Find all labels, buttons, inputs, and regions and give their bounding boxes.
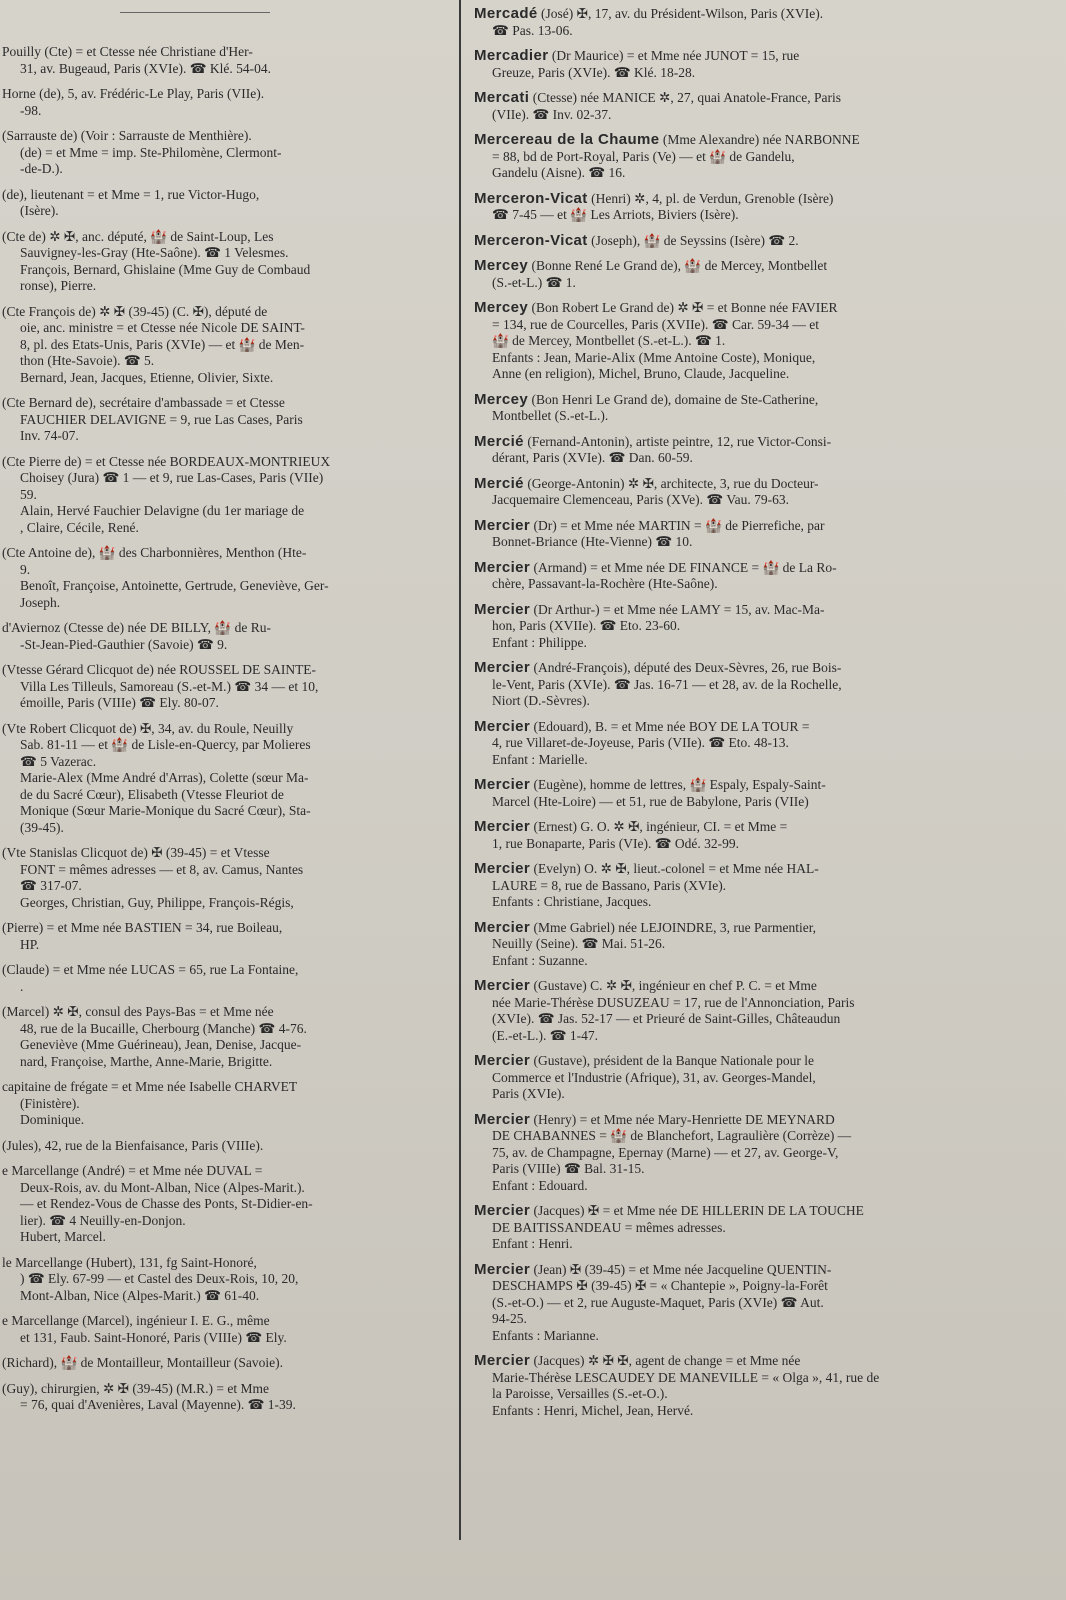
entry-text: (Fernand-Antonin), artiste peintre, 12, rue Victor-Consi-	[523, 433, 832, 449]
entry-line	[474, 476, 1026, 493]
entry-line	[474, 777, 1026, 794]
entry-name: Mercier	[474, 1352, 531, 1369]
entry-line: (Marcel) ✲ ✠, consul des Pays-Bas = et Mme née	[2, 1004, 274, 1019]
entry-line: HP.	[20, 936, 40, 952]
entry-line: (Cte Pierre de) = et Ctesse née BORDEAUX-MONTRIEUX	[2, 453, 331, 469]
entry-line: Montbellet (S.-et-L.).	[492, 408, 609, 423]
entry-line: (Cte de) ✲ ✠, anc. député, 🏰 de Saint-Loup, Les	[2, 228, 274, 244]
entry-line: 94-25.	[492, 1311, 527, 1326]
entry-line: DE BAITISSANDEAU = mêmes adresses.	[492, 1219, 726, 1235]
directory-entry	[2, 229, 448, 295]
directory-entry	[474, 90, 1026, 123]
directory-entry	[474, 819, 1026, 852]
entry-line: Alain, Hervé Fauchier Delavigne (du 1er mariage de	[20, 503, 305, 518]
entry-line: la Paroisse, Versailles (S.-et-O.).	[492, 1386, 668, 1401]
directory-entry	[474, 191, 1026, 224]
directory-entry	[2, 86, 448, 119]
entry-line	[474, 191, 1026, 208]
entry-text: (Henri) ✲, 4, pl. de Verdun, Grenoble (Isère)	[587, 190, 834, 206]
entry-line: Paris (XVIe).	[492, 1086, 565, 1101]
entry-line: (XVIe). ☎ Jas. 52-17 — et Prieuré de Saint-Gilles, Châteaudun	[492, 1011, 841, 1026]
entry-name: Mercier	[474, 818, 531, 835]
directory-entry	[2, 1255, 448, 1305]
entry-line: Geneviève (Mme Guérineau), Jean, Denise, Jacque-	[20, 1037, 302, 1052]
entry-line: (E.-et-L.). ☎ 1-47.	[492, 1027, 599, 1043]
entry-line: (Cte François de) ✲ ✠ (39-45) (C. ✠), député de	[2, 303, 268, 319]
entry-name: Mercey	[474, 299, 529, 316]
entry-line: Niort (D.-Sèvres).	[492, 693, 590, 708]
entry-line: Gandelu (Aisne). ☎ 16.	[492, 165, 626, 180]
directory-entry	[474, 660, 1026, 710]
entry-name: Mercey	[474, 390, 529, 408]
entry-text: (Ctesse) née MANICE ✲, 27, quai Anatole-France, Paris	[529, 90, 841, 105]
entry-line	[474, 300, 1026, 317]
entry-line	[474, 6, 1026, 23]
directory-entry	[474, 602, 1026, 652]
entry-line	[474, 1353, 1026, 1370]
directory-entry	[2, 1163, 448, 1246]
entry-name: Mercati	[474, 89, 530, 106]
entry-line: 75, av. de Champagne, Epernay (Marne) — et 27, av. George-V,	[492, 1144, 839, 1160]
entry-line: capitaine de frégate = et Mme née Isabelle CHARVET	[2, 1079, 298, 1094]
entry-line: Pouilly (Cte) = et Ctesse née Christiane d'Her-	[2, 44, 253, 59]
entry-line: oie, anc. ministre = et Ctesse née Nicole DE SAINT-	[20, 320, 305, 335]
entry-line: (S.-et-L.) ☎ 1.	[492, 274, 576, 290]
entry-text: (Jean) ✠ (39-45) = et Mme née Jacqueline QUENTIN-	[530, 1261, 832, 1277]
entry-line	[474, 978, 1026, 995]
entry-line: (Vte Robert Clicquot de) ✠, 34, av. du Roule, Neuilly	[2, 720, 294, 736]
entry-name: Mercier	[474, 600, 531, 618]
directory-entry	[474, 560, 1026, 593]
directory-entry	[474, 258, 1026, 291]
entry-line	[474, 560, 1026, 577]
entry-line	[474, 1203, 1026, 1220]
directory-entry	[474, 233, 1026, 250]
entry-text: (George-Antonin) ✲ ✠, architecte, 3, rue du Docteur-	[523, 475, 819, 491]
entry-line: émoille, Paris (VIIIe) ☎ Ely. 80-07.	[20, 695, 219, 710]
entry-line: = 88, bd de Port-Royal, Paris (Ve) — et 🏰 de Gandelu,	[492, 148, 795, 164]
entry-line: e Marcellange (André) = et Mme née DUVAL =	[2, 1163, 263, 1178]
directory-entry	[474, 1203, 1026, 1253]
entry-line: 4, rue Villaret-de-Joyeuse, Paris (VIIe). ☎ Eto. 48-13.	[492, 735, 789, 750]
entry-text: (Armand) = et Mme née DE FINANCE = 🏰 de La Ro-	[530, 559, 837, 575]
directory-entry	[474, 518, 1026, 551]
entry-line: Marie-Thérèse LESCAUDEY DE MANEVILLE = « Olga », 41, rue de	[492, 1369, 880, 1385]
entry-line: (Vtesse Gérard Clicquot de) née ROUSSEL DE SAINTE-	[2, 662, 317, 677]
entry-line: Enfants : Jean, Marie-Alix (Mme Antoine Coste), Monique,	[492, 349, 816, 365]
entry-line	[474, 920, 1026, 937]
entry-line	[474, 233, 1026, 250]
entry-line: 9.	[20, 561, 31, 577]
directory-entry	[474, 978, 1026, 1044]
entry-text: (Ernest) G. O. ✲ ✠, ingénieur, CI. = et Mme =	[530, 819, 788, 834]
entry-name: Mercereau de la Chaume	[474, 131, 660, 148]
entry-line: Sab. 81-11 — et 🏰 de Lisle-en-Quercy, par Molieres	[20, 737, 311, 752]
entry-name: Mercey	[474, 257, 529, 274]
entry-line: ) ☎ Ely. 67-99 — et Castel des Deux-Rois, 10, 20,	[20, 1271, 299, 1286]
entry-line	[474, 258, 1026, 275]
entry-line: Enfant : Edouard.	[492, 1177, 588, 1193]
directory-entry	[2, 1381, 448, 1414]
entry-line: Enfants : Marianne.	[492, 1327, 599, 1343]
directory-entry	[474, 1112, 1026, 1195]
directory-entry	[2, 1138, 448, 1155]
entry-line: FONT = mêmes adresses — et 8, av. Camus, Nantes	[20, 861, 304, 877]
entry-text: (Bon Henri Le Grand de), domaine de Ste-Catherine,	[528, 391, 819, 407]
entry-text: (André-François), député des Deux-Sèvres, 26, rue Bois-	[530, 660, 842, 675]
entry-line: Benoît, Françoise, Antoinette, Gertrude, Geneviève, Ger-	[20, 578, 329, 593]
entry-line: 🏰 de Mercey, Montbellet (S.-et-L.). ☎ 1.	[492, 333, 726, 348]
entry-line: (Sarrauste de) (Voir : Sarrauste de Menthière).	[2, 128, 252, 143]
entry-line	[474, 719, 1026, 736]
entry-line: de du Sacré Cœur), Elisabeth (Vtesse Fleuriot de	[20, 786, 284, 802]
entry-line	[474, 861, 1026, 878]
entry-name: Mercier	[474, 558, 531, 576]
directory-entry	[474, 861, 1026, 911]
directory-entry	[2, 620, 448, 653]
entry-line: DE CHABANNES = 🏰 de Blanchefort, Lagraulière (Corrèze) —	[492, 1128, 852, 1143]
entry-line: Jacquemaire Clemenceau, Paris (XVe). ☎ Vau. 79-63.	[492, 492, 789, 507]
entry-line: d'Aviernoz (Ctesse de) née DE BILLY, 🏰 de Ru-	[2, 620, 271, 635]
column-divider	[459, 0, 461, 1540]
entry-line: ronse), Pierre.	[20, 278, 97, 293]
entry-name: Mercié	[474, 432, 524, 450]
entry-line: e Marcellange (Marcel), ingénieur I. E. G., même	[2, 1313, 270, 1328]
entry-line: Anne (en religion), Michel, Bruno, Claude, Jacqueline.	[492, 366, 790, 381]
entry-line: — et Rendez-Vous de Chasse des Ponts, St-Didier-en-	[20, 1196, 313, 1211]
directory-entry	[2, 454, 448, 537]
entry-line	[474, 132, 1026, 149]
entry-line: (Finistère).	[20, 1095, 80, 1111]
entry-line: (Richard), 🏰 de Montailleur, Montailleur (Savoie).	[2, 1355, 283, 1370]
directory-entry	[2, 1079, 448, 1129]
entry-name: Mercier	[474, 659, 531, 676]
entry-line: Mont-Alban, Nice (Alpes-Marit.) ☎ 61-40.	[20, 1287, 260, 1303]
entry-line	[474, 90, 1026, 107]
entry-line	[474, 518, 1026, 535]
entry-line	[474, 48, 1026, 65]
entry-text: (Bon Robert Le Grand de) ✲ ✠ = et Bonne née FAVIER	[528, 300, 838, 315]
entry-line	[474, 819, 1026, 836]
entry-name: Merceron-Vicat	[474, 189, 588, 207]
entry-text: (Dr Maurice) = et Mme née JUNOT = 15, rue	[548, 48, 800, 63]
entry-text: (Mme Gabriel) née LEJOINDRE, 3, rue Parmentier,	[530, 919, 817, 935]
entry-name: Mercier	[474, 860, 531, 877]
entry-text: (Gustave), président de la Banque Nationale pour le	[530, 1053, 814, 1068]
entry-line: Joseph.	[20, 594, 61, 610]
entry-text: (Jacques) ✲ ✠ ✠, agent de change = et Mme née	[530, 1353, 801, 1368]
directory-entry	[2, 44, 448, 77]
entry-text: (Mme Alexandre) née NARBONNE	[659, 132, 860, 147]
entry-text: (Gustave) C. ✲ ✠, ingénieur en chef P. C. = et Mme	[530, 978, 817, 993]
entry-line	[474, 1262, 1026, 1279]
entry-line: 48, rue de la Bucaille, Cherbourg (Manche) ☎ 4-76.	[20, 1020, 307, 1036]
entry-name: Mercier	[474, 1202, 531, 1219]
entry-text: (Bonne René Le Grand de), 🏰 de Mercey, Montbellet	[528, 258, 828, 273]
entry-line: 31, av. Bugeaud, Paris (XVIe). ☎ Klé. 54-04.	[20, 60, 272, 76]
entry-line	[474, 1053, 1026, 1070]
directory-entry	[474, 920, 1026, 970]
entry-name: Mercié	[474, 474, 524, 492]
directory-entry	[2, 545, 448, 611]
entry-text: (Edouard), B. = et Mme née BOY DE LA TOUR =	[530, 718, 810, 734]
directory-entry	[2, 662, 448, 712]
entry-line: Horne (de), 5, av. Frédéric-Le Play, Paris (VIIe).	[2, 86, 265, 101]
entry-line: (Vte Stanislas Clicquot de) ✠ (39-45) = et Vtesse	[2, 845, 270, 860]
entry-text: (Dr) = et Mme née MARTIN = 🏰 de Pierrefiche, par	[530, 517, 825, 533]
entry-line: 59.	[20, 486, 37, 502]
entry-line: hon, Paris (XVIIe). ☎ Eto. 23-60.	[492, 618, 681, 633]
entry-text: (Dr Arthur-) = et Mme née LAMY = 15, av. Mac-Ma-	[530, 601, 825, 617]
entry-line: lier). ☎ 4 Neuilly-en-Donjon.	[20, 1212, 186, 1228]
directory-entry	[474, 777, 1026, 810]
directory-entry	[474, 48, 1026, 81]
entry-line: (39-45).	[20, 819, 64, 835]
directory-entry	[474, 476, 1026, 509]
entry-line: Hubert, Marcel.	[20, 1229, 106, 1244]
entry-line: François, Bernard, Ghislaine (Mme Guy de Combaud	[20, 261, 311, 277]
entry-line: = 134, rue de Courcelles, Paris (XVIIe). ☎ Car. 59-34 — et	[492, 316, 819, 332]
entry-line: (Jules), 42, rue de la Bienfaisance, Paris (VIIIe).	[2, 1137, 264, 1153]
entry-name: Merceron-Vicat	[474, 231, 588, 249]
entry-line	[474, 392, 1026, 409]
entry-name: Mercier	[474, 776, 531, 793]
entry-line: FAUCHIER DELAVIGNE = 9, rue Las Cases, Paris	[20, 411, 303, 427]
entry-name: Mercier	[474, 516, 531, 534]
entry-text: (Joseph), 🏰 de Seyssins (Isère) ☎ 2.	[587, 232, 799, 248]
entry-line	[474, 1112, 1026, 1129]
entry-text: (Jacques) ✠ = et Mme née DE HILLERIN DE LA TOUCHE	[530, 1203, 864, 1218]
entry-name: Mercier	[474, 977, 531, 994]
entry-line: Greuze, Paris (XVIe). ☎ Klé. 18-28.	[492, 64, 696, 80]
entry-line: ☎ Pas. 13-06.	[492, 22, 573, 38]
entry-line: Marie-Alex (Mme André d'Arras), Colette (sœur Ma-	[20, 770, 309, 785]
entry-line: (Cte Bernard de), secrétaire d'ambassade = et Ctesse	[2, 395, 285, 410]
entry-line: Enfants : Henri, Michel, Jean, Hervé.	[492, 1402, 694, 1418]
right-column	[474, 0, 1026, 1600]
entry-name: Mercier	[474, 1052, 531, 1069]
directory-entry	[2, 304, 448, 387]
entry-line: et 131, Faub. Saint-Honoré, Paris (VIIIe) ☎ Ely.	[20, 1329, 287, 1345]
entry-line: Monique (Sœur Marie-Monique du Sacré Cœur), Sta-	[20, 803, 311, 818]
entry-line	[474, 660, 1026, 677]
directory-entry	[474, 1353, 1026, 1419]
entry-line: .	[20, 978, 24, 994]
directory-entry	[2, 128, 448, 178]
directory-entry	[2, 1004, 448, 1070]
entry-line: Georges, Christian, Guy, Philippe, François-Régis,	[20, 894, 294, 910]
entry-line: -de-D.).	[20, 161, 63, 176]
directory-entry	[2, 845, 448, 911]
entry-line: LAURE = 8, rue de Bassano, Paris (XVIe).	[492, 877, 727, 893]
entry-line: Bernard, Jean, Jacques, Etienne, Olivier, Sixte.	[20, 369, 274, 385]
entry-name: Mercier	[474, 717, 531, 735]
entry-line: nard, Françoise, Marthe, Anne-Marie, Brigitte.	[20, 1053, 273, 1069]
entry-line	[474, 434, 1026, 451]
entry-line: le Marcellange (Hubert), 131, fg Saint-Honoré,	[2, 1254, 257, 1270]
entry-line: Villa Les Tilleuls, Samoreau (S.-et-M.) ☎ 34 — et 10,	[20, 678, 319, 694]
entry-line: Enfants : Christiane, Jacques.	[492, 894, 652, 909]
left-column	[0, 0, 448, 1600]
entry-line: Sauvigney-les-Gray (Hte-Saône). ☎ 1 Velesmes.	[20, 245, 289, 260]
entry-line: -St-Jean-Pied-Gauthier (Savoie) ☎ 9.	[20, 636, 228, 652]
entry-text: (Evelyn) O. ✲ ✠, lieut.-colonel = et Mme née HAL-	[530, 861, 819, 876]
directory-entry	[474, 300, 1026, 383]
directory-entry	[474, 1262, 1026, 1345]
directory-entry	[2, 1355, 448, 1372]
entry-line: Enfant : Philippe.	[492, 634, 587, 650]
entry-line: 8, pl. des Etats-Unis, Paris (XVIe) — et 🏰 de Men-	[20, 336, 305, 352]
entry-line: Marcel (Hte-Loire) — et 51, rue de Babylone, Paris (VIIe)	[492, 793, 809, 809]
directory-entry	[2, 1313, 448, 1346]
directory-entry	[474, 1053, 1026, 1103]
entry-line: Inv. 74-07.	[20, 428, 79, 443]
entry-line: ☎ 317-07.	[20, 878, 82, 893]
entry-text: (Henry) = et Mme née Mary-Henriette DE MEYNARD	[530, 1111, 835, 1127]
entry-line: Enfant : Marielle.	[492, 751, 588, 767]
directory-entry	[474, 6, 1026, 39]
entry-line: ☎ 5 Vazerac.	[20, 753, 97, 769]
entry-line: 1, rue Bonaparte, Paris (VIe). ☎ Odé. 32-99.	[492, 835, 739, 851]
entry-line: Bonnet-Briance (Hte-Vienne) ☎ 10.	[492, 534, 693, 549]
entry-name: Mercier	[474, 1110, 531, 1128]
entry-line: (de) = et Mme = imp. Ste-Philomène, Clermont-	[20, 144, 282, 160]
entry-line: Enfant : Henri.	[492, 1236, 573, 1251]
directory-entry	[474, 719, 1026, 769]
directory-entry	[474, 132, 1026, 182]
entry-line: le-Vent, Paris (XVIe). ☎ Jas. 16-71 — et 28, av. de la Rochelle,	[492, 676, 842, 692]
entry-line: (Isère).	[20, 203, 59, 218]
directory-entry	[2, 962, 448, 995]
entry-name: Mercadier	[474, 47, 549, 64]
entry-line: chère, Passavant-la-Rochère (Hte-Saône).	[492, 576, 718, 591]
entry-line: (Guy), chirurgien, ✲ ✠ (39-45) (M.R.) = et Mme	[2, 1380, 269, 1396]
entry-line: -98.	[20, 102, 42, 118]
entry-line: , Claire, Cécile, René.	[20, 519, 139, 535]
entry-line: (S.-et-O.) — et 2, rue Auguste-Maquet, Paris (XVIe) ☎ Aut.	[492, 1294, 824, 1310]
entry-line: (Cte Antoine de), 🏰 des Charbonnières, Menthon (Hte-	[2, 545, 307, 560]
entry-line: Dominique.	[20, 1112, 85, 1127]
entry-name: Mercadé	[474, 5, 538, 22]
entry-line: = 76, quai d'Avenières, Laval (Mayenne). ☎ 1-39.	[20, 1397, 296, 1412]
entry-line: Paris (VIIIe) ☎ Bal. 31-15.	[492, 1161, 645, 1176]
directory-entry	[474, 392, 1026, 425]
entry-line: DESCHAMPS ✠ (39-45) ✠ = « Chantepie », Poigny-la-Forêt	[492, 1278, 828, 1293]
entry-text: (José) ✠, 17, av. du Président-Wilson, Paris (XVIe).	[537, 6, 824, 21]
entry-line: thon (Hte-Savoie). ☎ 5.	[20, 353, 155, 368]
entry-line: Enfant : Suzanne.	[492, 952, 588, 968]
entry-line: dérant, Paris (XVIe). ☎ Dan. 60-59.	[492, 450, 693, 465]
entry-line: (VIIe). ☎ Inv. 02-37.	[492, 106, 612, 122]
entry-text: (Eugène), homme de lettres, 🏰 Espaly, Espaly-Saint-	[530, 777, 826, 792]
entry-line	[474, 602, 1026, 619]
entry-line: Neuilly (Seine). ☎ Mai. 51-26.	[492, 936, 666, 951]
entry-line: Deux-Rois, av. du Mont-Alban, Nice (Alpes-Marit.).	[20, 1179, 305, 1195]
directory-entry	[2, 920, 448, 953]
directory-entry	[2, 187, 448, 220]
entry-line: (de), lieutenant = et Mme = 1, rue Victor-Hugo,	[2, 186, 260, 202]
entry-line: Commerce et l'Industrie (Afrique), 31, av. Georges-Mandel,	[492, 1069, 816, 1085]
directory-entry	[474, 434, 1026, 467]
entry-line: Choisey (Jura) ☎ 1 — et 9, rue Las-Cases, Paris (VIIe)	[20, 470, 324, 485]
entry-line: née Marie-Thérèse DUSUZEAU = 17, rue de l'Annonciation, Paris	[492, 994, 855, 1010]
entry-name: Mercier	[474, 918, 531, 936]
entry-line: (Pierre) = et Mme née BASTIEN = 34, rue Boileau,	[2, 920, 283, 935]
entry-name: Mercier	[474, 1260, 531, 1278]
directory-entry	[2, 395, 448, 445]
entry-line: (Claude) = et Mme née LUCAS = 65, rue La Fontaine,	[2, 962, 299, 977]
directory-entry	[2, 721, 448, 837]
entry-line: ☎ 7-45 — et 🏰 Les Arriots, Biviers (Isère).	[492, 207, 739, 222]
